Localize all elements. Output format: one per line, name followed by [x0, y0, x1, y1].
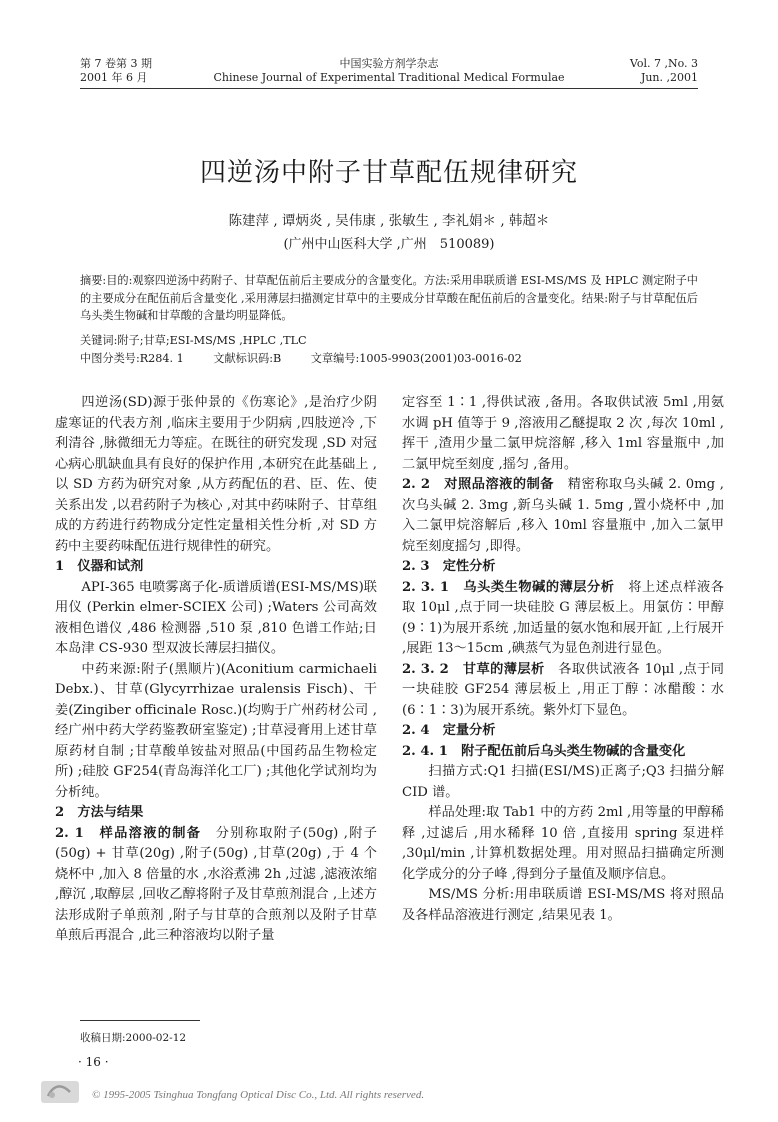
subsection-heading-2-4: 2. 4 定量分析 — [402, 723, 496, 738]
footnote-rule — [80, 1020, 200, 1021]
clc-number: 中图分类号:R284. 1 — [80, 352, 184, 365]
sample-prep-text: 分别称取附子(50g) ,附子(50g) + 甘草(20g) ,附子(50g) ,甘草(20g) ,于 4 个烧杯中 ,加入 8 倍量的水 ,水浴煮沸 2h ,过滤 ,滤液浓缩 ,醇沉 ,取醇层 ,回收乙醇将附子及甘草煎剂混合 ,上述方法形成附子单煎剂 ,附子与甘草的合煎剂以及附子甘草单煎后再混合 ,此三种溶液均以附子量 — [55, 825, 377, 943]
volume-issue-en: Vol. 7 ,No. 3 — [629, 57, 698, 70]
tlc-alkaloid-paragraph — [402, 578, 724, 660]
journal-name-en: Chinese Journal of Experimental Traditional Medical Formulae — [213, 71, 565, 84]
sample-processing-paragraph: 样品处理:取 Tab1 中的方药 2ml ,用等量的甲醇稀释 ,过滤后 ,用水稀释 10 倍 ,直接用 spring 泵进样 ,30μl/min ,计算机数据处理。用对照品扫描确定所测化学成分的分子峰 ,得到分子量值及顺序信息。 — [402, 805, 724, 882]
subsection-heading-2-2: 2. 2 对照品溶液的制备 — [402, 477, 555, 492]
received-date-footnote: 收稿日期:2000-02-12 — [80, 1032, 187, 1044]
section-heading-2: 2 方法与结果 — [55, 805, 144, 820]
running-header-right — [630, 57, 698, 85]
volume-issue: 第 7 卷第 3 期 — [80, 57, 152, 70]
body-right-column — [402, 393, 724, 926]
sample-prep-paragraph — [55, 824, 377, 947]
sample-prep-continued: 定容至 1∶1 ,得供试液 ,备用。各取供试液 5ml ,用氨水调 pH 值等于 9 ,溶液用乙醚提取 2 次 ,每次 10ml ,挥干 ,渣用少量二氯甲烷溶解 ,移入 1ml 容量瓶中 ,加二氯甲烷至刻度 ,摇匀 ,备用。 — [402, 395, 724, 472]
running-header-center — [200, 57, 578, 85]
tlc-licorice-paragraph — [402, 660, 724, 722]
abstract-text: 摘要:目的:观察四逆汤中药附子、甘草配伍前后主要成分的含量变化。方法:采用串联质谱 ESI-MS/MS 及 HPLC 测定附子中的主要成分在配伍前后含量变化 ,采用薄层扫描测定甘草中的主要成分甘草酸在配伍前后的含量变化。结果:附子与甘草配伍后乌头类生物碱和甘草酸的含量均明显降低。 — [80, 274, 698, 322]
publisher-logo-icon — [40, 1078, 80, 1106]
page-number: · 16 · — [78, 1055, 109, 1069]
section-heading-1: 1 仪器和试剂 — [55, 559, 144, 574]
classification-line — [80, 350, 548, 367]
abstract — [80, 272, 698, 325]
subsection-heading-2-3: 2. 3 定性分析 — [402, 559, 496, 574]
running-header-left — [80, 57, 152, 85]
author-list: 陈建萍 , 谭炳炎 , 吴伟康 , 张敏生 , 李礼娟＊ , 韩超＊ — [228, 213, 550, 229]
tlc-alkaloid-text: 将上述点样液各取 10μl ,点于同一块硅胶 G 薄层板上。用氯仿∶甲醇(9∶1)为展开系统 ,加适量的氨水饱和展开缸 ,上行展开 ,展距 13～15cm ,碘蒸气为显色剂进行显色。 — [402, 579, 724, 656]
subsection-heading-2-4-1: 2. 4. 1 附子配伍前后乌头类生物碱的含量变化 — [402, 743, 686, 759]
article-title: 四逆汤中附子甘草配伍规律研究 — [199, 158, 578, 188]
body-left-column — [55, 393, 377, 947]
header-rule — [80, 88, 698, 89]
tlc-licorice-text: 各取供试液各 10μl ,点于同一块硅胶 GF254 薄层板上 ,用正丁醇∶冰醋酸∶水(6∶1∶3)为展开系统。紫外灯下显色。 — [402, 661, 724, 718]
document-code: 文献标识码:B — [213, 352, 282, 365]
reference-prep-paragraph — [402, 475, 724, 557]
subsection-heading-2-3-2: 2. 3. 2 甘草的薄层析 — [402, 661, 545, 677]
article-number: 文章编号:1005-9903(2001)03-0016-02 — [310, 352, 522, 365]
scan-mode-paragraph: 扫描方式:Q1 扫描(ESI/MS)正离子;Q3 扫描分解 CID 谱。 — [402, 764, 724, 800]
journal-name-cn: 中国实验方剂学杂志 — [339, 57, 439, 70]
publish-date-en: Jun. ,2001 — [640, 71, 698, 84]
subsection-heading-2-1: 2. 1 样品溶液的制备 — [55, 825, 202, 841]
reference-prep-text: 精密称取乌头碱 2. 0mg ,次乌头碱 2. 3mg ,新乌头碱 1. 5mg ,置小烧杯中 ,加入二氯甲烷溶解后 ,移入 10ml 容量瓶中 ,加入二氯甲烷至刻度摇匀 ,即得。 — [402, 477, 724, 554]
msms-analysis-paragraph: MS/MS 分析:用串联质谱 ESI-MS/MS 将对照品及各样品溶液进行测定 ,结果见表 1。 — [402, 887, 724, 923]
materials-paragraph: 中药来源:附子(黑顺片)(Aconitium carmichaeli Debx.)、甘草(Glycyrrhizae uralensis Fisch)、干姜(Zingiber officinale Rosc.)(均购于广州药材公司 ,经广州中药大学药鉴教研室鉴定) ;甘草浸膏用上述甘草原药材自制 ;甘草酸单铵盐对照品(中国药品生物检定所) ;硅胶 GF254(青岛海洋化工厂) ;其他化学试剂均为分析纯。 — [55, 661, 377, 800]
publish-date: 2001 年 6 月 — [80, 71, 148, 84]
subsection-heading-2-3-1: 2. 3. 1 乌头类生物碱的薄层分析 — [402, 579, 615, 595]
instruments-paragraph: API-365 电喷雾离子化-质谱质谱(ESI-MS/MS)联用仪 (Perkin elmer-SCIEX 公司) ;Waters 公司高效液相色谱仪 ,486 检测器 ,510 泵 ,810 色谱工作站;日本岛津 CS-930 型双波长薄层扫描仪。 — [55, 579, 377, 656]
copyright-notice: © 1995-2005 Tsinghua Tongfang Optical Disc Co., Ltd. All rights reserved. — [92, 1089, 425, 1101]
affiliation: (广州中山医科大学 ,广州 510089) — [283, 237, 495, 252]
intro-paragraph: 四逆汤(SD)源于张仲景的《伤寒论》,是治疗少阴虚寒证的代表方剂 ,临床主要用于少阴病 ,四肢逆冷 ,下利清谷 ,脉微细无力等症。在既往的研究发现 ,SD 对冠心病心肌缺血具有良好的保护作用 ,本研究在此基础上 ,以 SD 方药为研究对象 ,从方药配伍的君、臣、佐、使关系出发 ,以君药附子为核心 ,对其中药味附子、甘草组成的方药进行药物成分定性定量相关性分析 ,对 SD 方药中主要药味配伍进行规律性的研究。 — [55, 395, 377, 554]
keywords: 关键词:附子;甘草;ESI-MS/MS ,HPLC ,TLC — [80, 334, 307, 347]
